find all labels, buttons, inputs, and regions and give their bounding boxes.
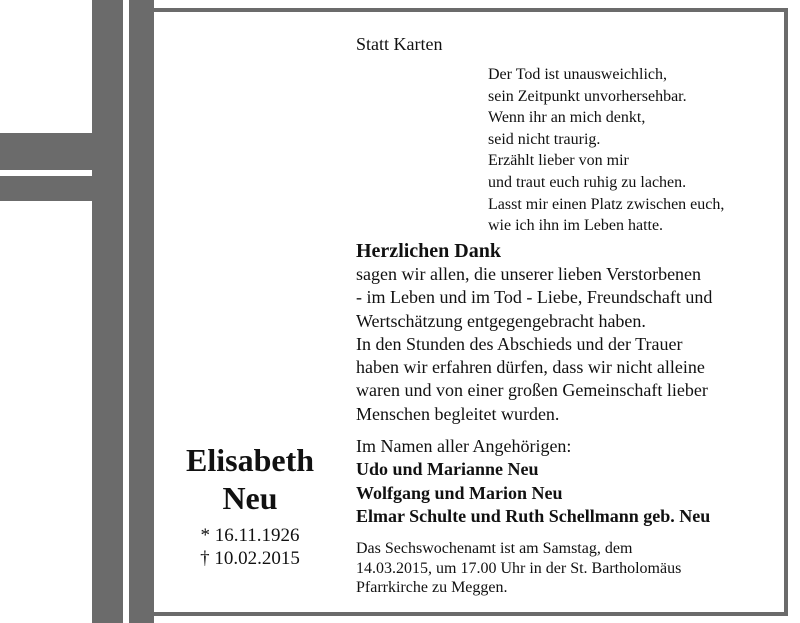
poem-line: Erzählt lieber von mir	[488, 152, 629, 170]
birth-date: * 16.11.1926	[200, 525, 300, 546]
thanks-line: sagen wir allen, die unserer lieben Verstorbenen	[356, 264, 702, 284]
cross-vertical-left	[92, 0, 123, 623]
family-intro: Im Namen aller Angehörigen:	[356, 436, 572, 456]
poem-line: Der Tod ist unausweichlich,	[488, 66, 667, 83]
family-name: Elmar Schulte und Ruth Schellmann geb. Neu	[356, 506, 711, 526]
thanks-line: Wertschätzung entgegengebracht haben.	[356, 310, 646, 331]
poem-line: wie ich ihn im Leben hatte.	[488, 217, 664, 235]
poem-line: seid nicht traurig.	[488, 130, 601, 148]
thanks-line: haben wir erfahren dürfen, dass wir nicht alleine	[356, 357, 705, 378]
poem-line: Lasst mir einen Platz zwischen euch,	[488, 195, 725, 213]
service-info	[356, 539, 681, 598]
family-names	[356, 458, 710, 529]
deceased-last-name: Neu	[222, 480, 278, 516]
thanks-line: Menschen begleitet wurden.	[356, 403, 560, 424]
cross-horizontal-left-top	[0, 133, 123, 170]
header-text: Statt Karten	[356, 34, 443, 54]
service-line: 14.03.2015, um 17.00 Uhr in der St. Bartholomäus	[356, 559, 682, 577]
thanks-line: waren und von einer großen Gemeinschaft lieber	[356, 380, 708, 401]
poem-line: und traut euch ruhig zu lachen.	[488, 173, 687, 191]
cross-horizontal-left-bottom	[0, 176, 123, 201]
death-date: † 10.02.2015	[200, 548, 300, 569]
service-line: Das Sechswochenamt ist am Samstag, dem	[356, 540, 633, 557]
service-line: Pfarrkirche zu Meggen.	[356, 579, 508, 596]
family-name: Wolfgang und Marion Neu	[356, 482, 563, 503]
thanks-line: - im Leben und im Tod - Liebe, Freundschaft und	[356, 287, 713, 308]
family-name: Udo und Marianne Neu	[356, 459, 539, 479]
thanks-title: Herzlichen Dank	[356, 240, 501, 262]
poem-line: sein Zeitpunkt unvorhersehbar.	[488, 87, 687, 105]
cross-vertical-right	[129, 0, 154, 623]
thanks-line: In den Stunden des Abschieds und der Trauer	[356, 333, 683, 354]
deceased-first-name: Elisabeth	[185, 442, 315, 478]
poem-line: Wenn ihr an mich denkt,	[488, 109, 646, 127]
poem	[488, 64, 724, 237]
thanks-body	[356, 263, 712, 426]
